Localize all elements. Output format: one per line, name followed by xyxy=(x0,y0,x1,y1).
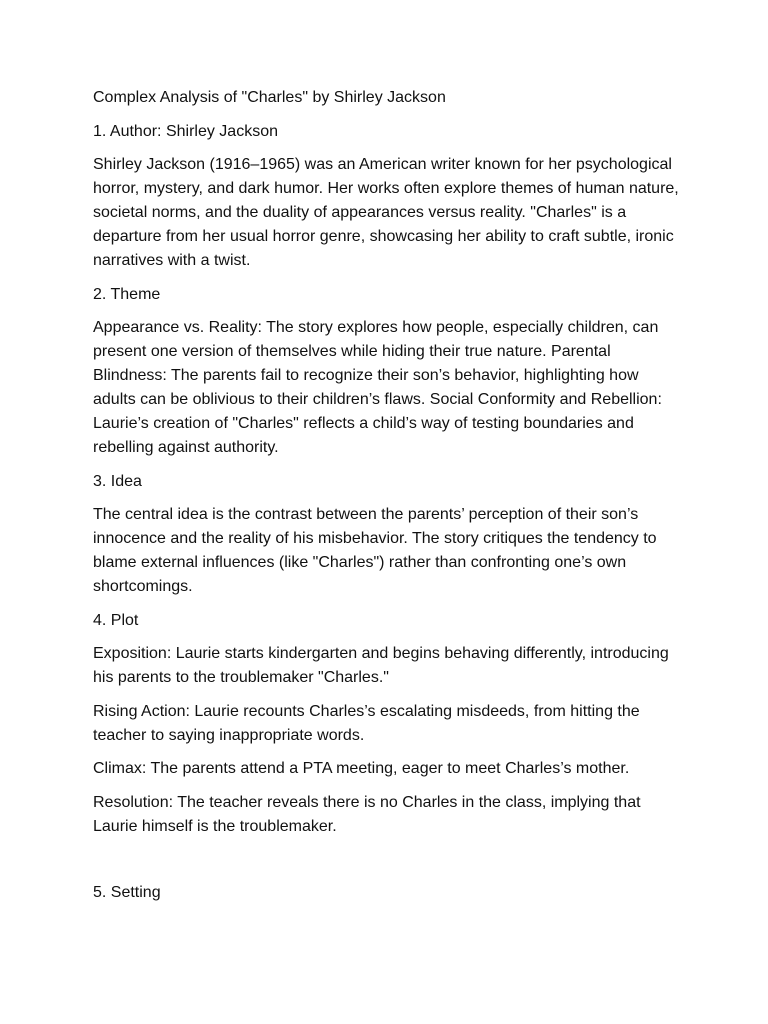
document-title: Complex Analysis of "Charles" by Shirley Jackson xyxy=(93,89,446,106)
theme-paragraph: Appearance vs. Reality: The story explores how people, especially children, can present one version of themselves while hiding their true nature. Parental Blindness: The parents fail to recognize their son’s behavior, highlighting how adults can be oblivious to their children’s flaws. Social Conformity and Rebellion: Laurie’s creation of "Charles" reflects a child’s way of testing boundaries and rebelling against authority. xyxy=(93,319,662,456)
section-heading-setting: 5. Setting xyxy=(93,884,161,901)
plot-rising-action-paragraph: Rising Action: Laurie recounts Charles’s escalating misdeeds, from hitting the teacher to saying inappropriate words. xyxy=(93,702,640,744)
idea-paragraph: The central idea is the contrast between the parents’ perception of their son’s innocence and the reality of his misbehavior. The story critiques the tendency to blame external influences (like "Charles") rather than confronting one’s own shortcomings. xyxy=(93,506,657,595)
document-body xyxy=(93,86,683,915)
plot-exposition-paragraph: Exposition: Laurie starts kindergarten and begins behaving differently, introducing his parents to the troublemaker "Charles." xyxy=(93,645,669,686)
section-heading-plot: 4. Plot xyxy=(93,611,139,629)
plot-resolution-paragraph: Resolution: The teacher reveals there is no Charles in the class, implying that Laurie himself is the troublemaker. xyxy=(93,793,641,835)
section-heading-idea: 3. Idea xyxy=(93,472,142,490)
author-paragraph: Shirley Jackson (1916–1965) was an American writer known for her psychological horror, mystery, and dark humor. Her works often explore themes of human nature, societal norms, and the duality of appearances versus reality. "Charles" is a departure from her usual horror genre, showcasing her ability to craft subtle, ironic narratives with a twist. xyxy=(93,156,679,269)
section-heading-author: 1. Author: Shirley Jackson xyxy=(93,122,278,140)
plot-climax-paragraph: Climax: The parents attend a PTA meeting, eager to meet Charles’s mother. xyxy=(93,760,630,777)
section-heading-theme: 2. Theme xyxy=(93,285,161,303)
blank-line xyxy=(93,848,683,881)
